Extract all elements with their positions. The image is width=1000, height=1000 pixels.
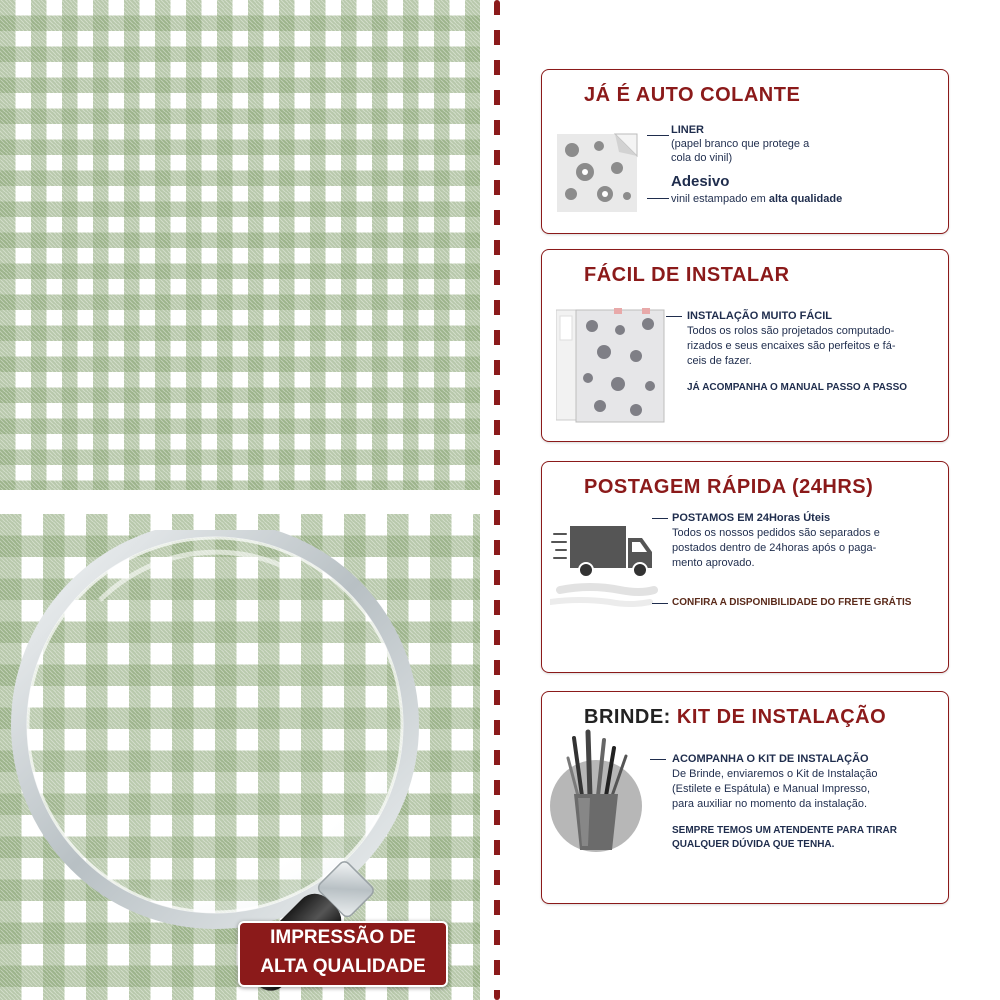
postagem-desc-3: mento aprovado. [672,557,755,569]
support-line-1: SEMPRE TEMOS UM ATENDENTE PARA TIRAR [672,825,898,836]
adesivo-desc-bold: alta qualidade [768,193,843,205]
adesivo-title: Adesivo [671,173,730,190]
leader-line [652,603,668,604]
postagem-desc-2: postados dentro de 24horas após o paga- [672,542,877,554]
wall-install-icon [556,306,668,424]
brinde-desc-1: De Brinde, enviaremos o Kit de Instalação [672,768,878,780]
card-facil-instalar [541,249,949,442]
leader-line [647,135,669,136]
quality-label-line2: ALTA QUALIDADE [260,956,426,977]
gingham-pattern-top [0,0,480,490]
liner-title: LINER [671,124,704,136]
brinde-desc-3: para auxiliar no momento da instalação. [672,798,868,810]
card-title: JÁ É AUTO COLANTE [584,84,801,106]
liner-desc-1: (papel branco que protege a [671,138,810,150]
liner-desc-2: cola do vinil) [671,152,733,164]
postagem-desc-1: Todos os nossos pedidos são separados e [672,527,880,539]
leader-line [666,316,682,317]
adesivo-desc [671,192,842,206]
postagem-subtitle: POSTAMOS EM 24Horas Úteis [672,512,831,524]
adesivo-desc-text: vinil estampado em [671,193,766,205]
card-title: POSTAGEM RÁPIDA (24HRS) [584,476,874,498]
support-line-2: QUALQUER DÚVIDA QUE TENHA. [672,839,835,850]
facil-desc-2: rizados e seus encaixes são perfeitos e fá- [687,340,896,352]
leader-line [650,759,666,760]
card-title-dark: BRINDE: [584,706,671,728]
card-brinde [541,691,949,904]
tool-kit-icon [548,728,644,854]
card-postagem [541,461,949,673]
delivery-truck-icon [550,520,658,610]
leader-line [647,198,669,199]
facil-desc-1: Todos os rolos são projetados computado- [687,325,895,337]
facil-manual: JÁ ACOMPANHA O MANUAL PASSO A PASSO [687,382,908,393]
card-title-red: KIT DE INSTALAÇÃO [670,706,887,728]
dashed-separator [494,0,500,1000]
facil-subtitle: INSTALAÇÃO MUITO FÁCIL [687,310,833,322]
floral-sticker-icon [557,132,645,212]
brinde-desc-2: (Estilete e Espátula) e Manual Impresso, [672,783,871,795]
quality-label-line1: IMPRESSÃO DE [270,927,416,948]
card-auto-colante [541,69,949,234]
card-title: FÁCIL DE INSTALAR [584,264,790,286]
card-title [584,706,886,729]
leader-line [652,518,668,519]
quality-label [238,921,448,987]
brinde-subtitle: ACOMPANHA O KIT DE INSTALAÇÃO [672,753,869,765]
frete-gratis: CONFIRA A DISPONIBILIDADE DO FRETE GRÁTIS [672,597,912,608]
facil-desc-3: ceis de fazer. [687,355,752,367]
